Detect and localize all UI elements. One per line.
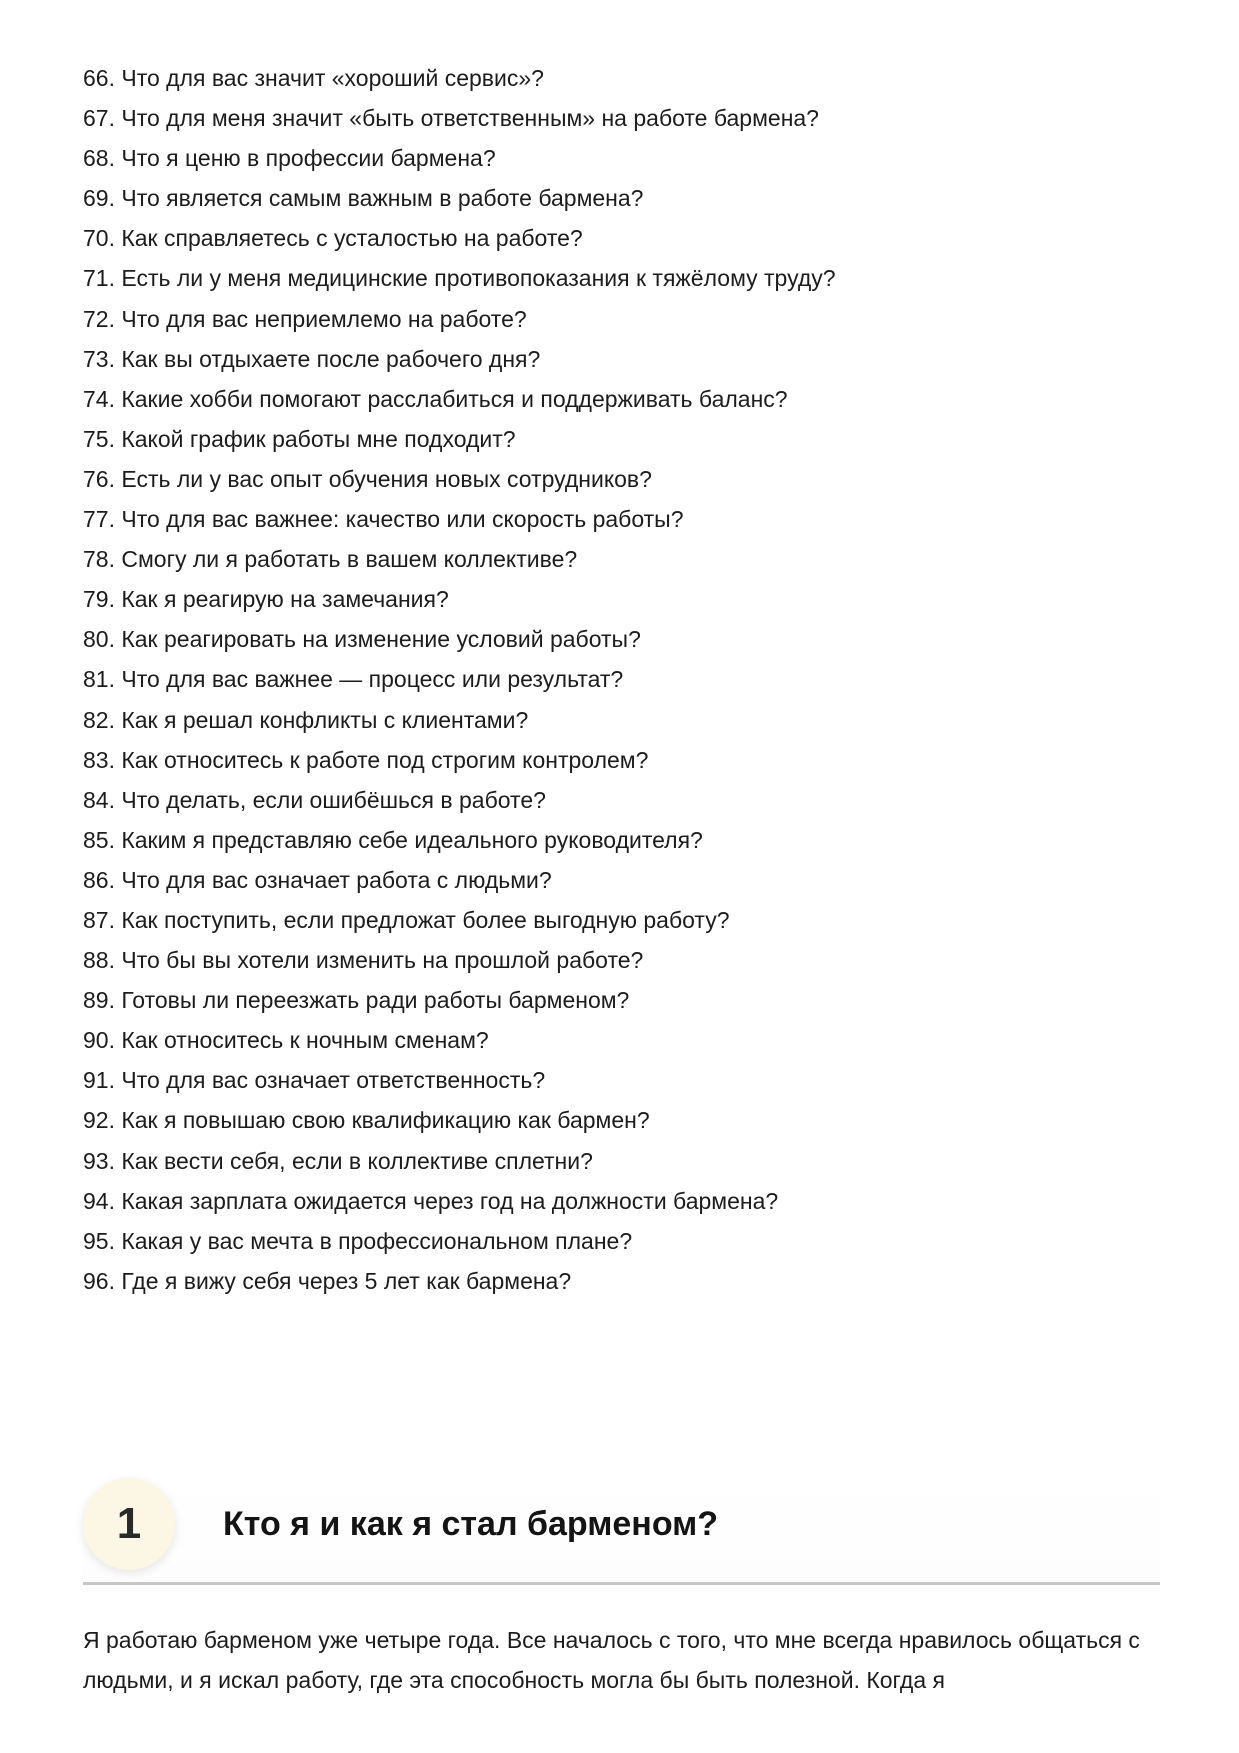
list-item: 96. Где я вижу себя через 5 лет как бармена? <box>83 1267 572 1294</box>
list-item: 86. Что для вас означает работа с людьми? <box>83 866 552 893</box>
list-item: 69. Что является самым важным в работе бармена? <box>83 185 644 212</box>
list-item: 77. Что для вас важнее: качество или скорость работы? <box>83 506 684 533</box>
list-item: 85. Каким я представляю себе идеального руководителя? <box>83 826 703 853</box>
section-header <box>83 1478 1160 1585</box>
list-item: 91. Что для вас означает ответственность? <box>83 1067 546 1094</box>
list-item: 89. Готовы ли переезжать ради работы барменом? <box>83 987 630 1014</box>
list-item: 81. Что для вас важнее — процесс или результат? <box>83 666 624 693</box>
list-item: 73. Как вы отдыхаете после рабочего дня? <box>83 345 541 372</box>
list-item: 82. Как я решал конфликты с клиентами? <box>83 706 529 733</box>
list-item: 74. Какие хобби помогают расслабиться и поддерживать баланс? <box>83 385 788 412</box>
list-item: 88. Что бы вы хотели изменить на прошлой работе? <box>83 947 644 974</box>
list-item: 90. Как относитесь к ночным сменам? <box>83 1027 489 1054</box>
list-item: 70. Как справляетесь с усталостью на работе? <box>83 225 583 252</box>
list-item: 79. Как я реагирую на замечания? <box>83 586 449 613</box>
list-item: 67. Что для меня значит «быть ответственным» на работе бармена? <box>83 105 819 132</box>
list-item: 75. Какой график работы мне подходит? <box>83 425 516 452</box>
list-item: 78. Смогу ли я работать в вашем коллективе? <box>83 546 578 573</box>
list-item: 71. Есть ли у меня медицинские противопоказания к тяжёлому труду? <box>83 265 836 292</box>
body-paragraph: Я работаю барменом уже четыре года. Все началось с того, что мне всегда нравилось общаться с людьми, и я искал работу, где эта способность могла бы быть полезной. Когда я <box>83 1627 1140 1693</box>
list-item: 68. Что я ценю в профессии бармена? <box>83 145 496 172</box>
section-number-badge: 1 <box>83 1478 175 1570</box>
list-item: 92. Как я повышаю свою квалификацию как бармен? <box>83 1107 650 1134</box>
list-item: 76. Есть ли у вас опыт обучения новых сотрудников? <box>83 465 652 492</box>
list-item: 87. Как поступить, если предложат более выгодную работу? <box>83 906 730 933</box>
question-list <box>83 58 1163 1301</box>
section-title: Кто я и как я стал барменом? <box>223 1505 719 1543</box>
list-item: 93. Как вести себя, если в коллективе сплетни? <box>83 1147 593 1174</box>
list-item: 84. Что делать, если ошибёшься в работе? <box>83 786 546 813</box>
list-item: 95. Какая у вас мечта в профессиональном плане? <box>83 1227 633 1254</box>
list-item: 66. Что для вас значит «хороший сервис»? <box>83 65 544 91</box>
list-item: 83. Как относитесь к работе под строгим контролем? <box>83 746 649 773</box>
list-item: 72. Что для вас неприемлемо на работе? <box>83 305 527 332</box>
list-item: 80. Как реагировать на изменение условий работы? <box>83 626 641 653</box>
list-item: 94. Какая зарплата ожидается через год на должности бармена? <box>83 1187 779 1214</box>
